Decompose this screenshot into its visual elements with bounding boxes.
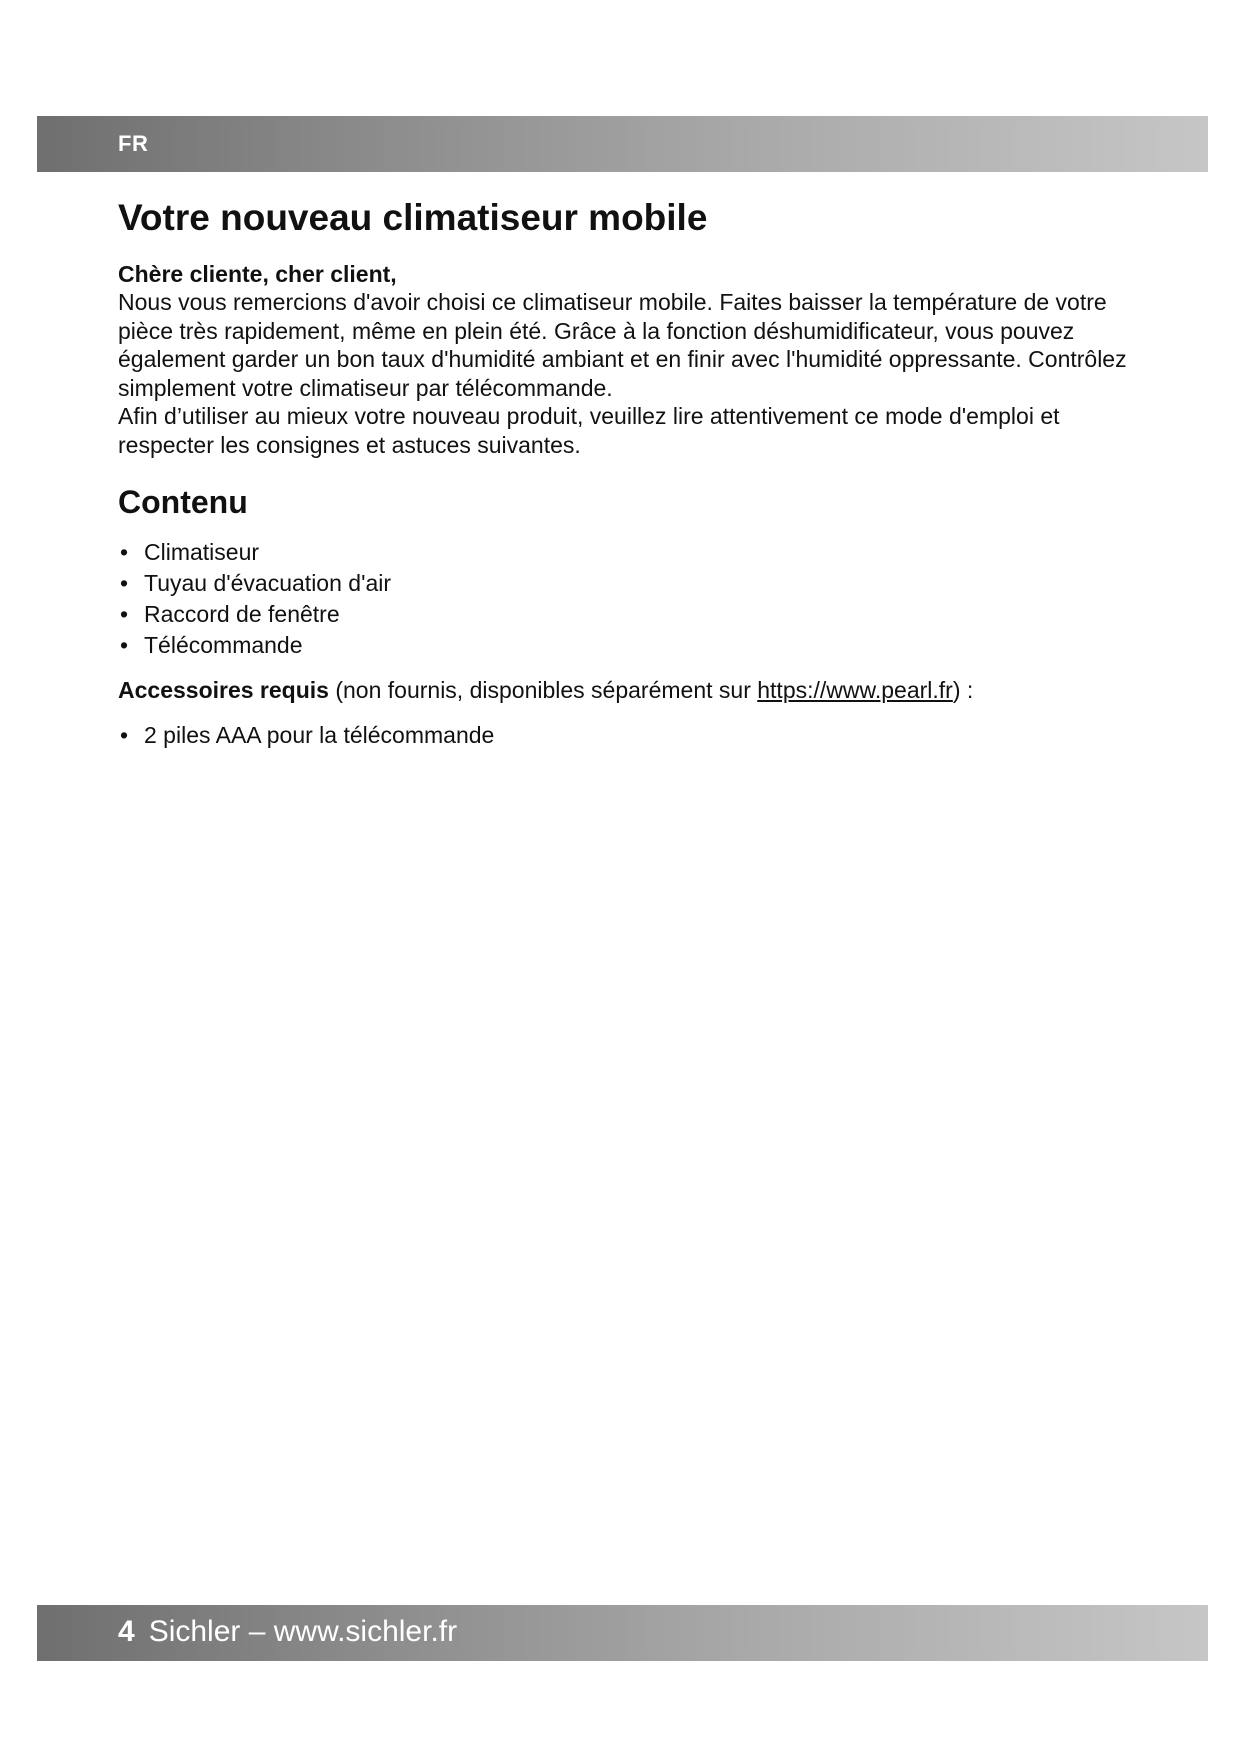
page-number: 4 (118, 1615, 135, 1648)
instructions-paragraph: Afin d’utiliser au mieux votre nouveau produit, veuillez lire attentivement ce mode d'emploi et respecter les consignes et astuces suivantes. (118, 403, 1060, 458)
page-content (118, 192, 1128, 751)
contents-heading: Contenu (118, 484, 248, 520)
list-item: • Tuyau d'évacuation d'air (118, 568, 1128, 599)
salutation: Chère cliente, cher client, (118, 261, 397, 287)
footer-band (37, 1605, 1208, 1661)
intro-paragraph: Nous vous remercions d'avoir choisi ce climatiseur mobile. Faites baisser la température de votre pièce très rapidement, même en plein été. Grâce à la fonction déshumidificateur, vous pouvez également garder un bon taux d'humidité ambiant et en finir avec l'humidité oppressante. Contrôlez simplement votre climatiseur par télécommande. (118, 289, 1127, 401)
list-item: • 2 piles AAA pour la télécommande (118, 720, 1128, 751)
header-band (37, 116, 1208, 172)
language-tag: FR (118, 131, 149, 156)
contents-list (118, 537, 1128, 661)
accessories-list (118, 720, 1128, 751)
list-item: • Télécommande (118, 630, 1128, 661)
page-title: Votre nouveau climatiseur mobile (118, 197, 708, 238)
list-item: • Raccord de fenêtre (118, 599, 1128, 630)
accessories-line (118, 675, 1128, 706)
footer-brand: Sichler – www.sichler.fr (148, 1615, 458, 1648)
pearl-link[interactable]: https://www.pearl.fr (757, 677, 953, 703)
list-item: • Climatiseur (118, 537, 1128, 568)
footer (118, 1615, 457, 1649)
accessories-label: Accessoires requis (118, 677, 329, 703)
accessories-note-after: ) : (952, 677, 974, 703)
accessories-note-before: (non fournis, disponibles séparément sur (328, 677, 758, 703)
